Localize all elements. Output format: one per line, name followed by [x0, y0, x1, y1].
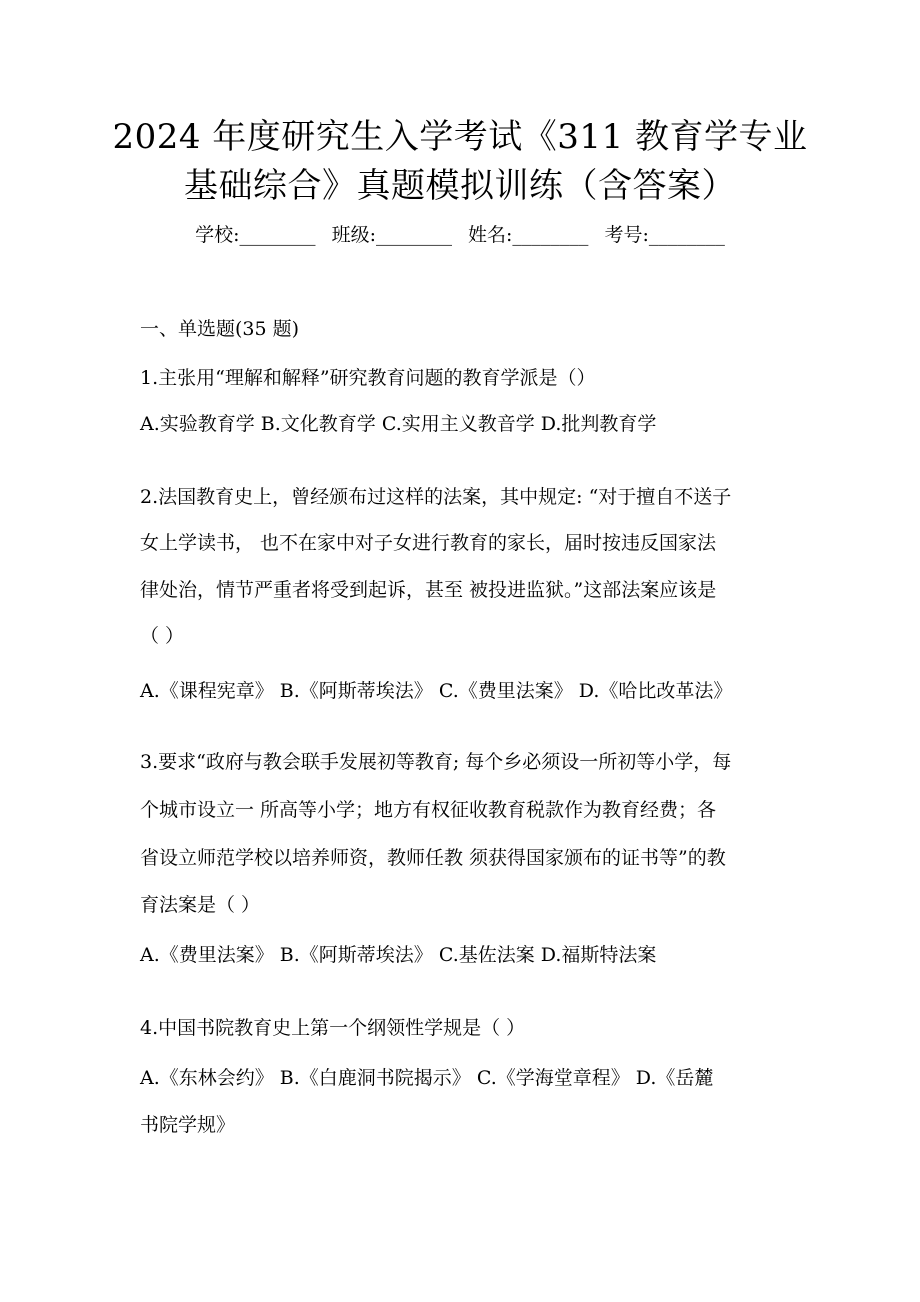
question-4-stem: 4.中国书院教育史上第一个纲领性学规是（ ）: [140, 1017, 526, 1039]
page-title-line-2: 基础综合》真题模拟训练（含答案）: [184, 166, 736, 206]
school-field: 学校:________: [195, 224, 316, 246]
question-2-options: A.《课程宪章》 B.《阿斯蒂埃法》 C.《费里法案》 D.《哈比改革法》: [140, 680, 733, 702]
question-2-stem-line-1: 2.法国教育史上，曾经颁布过这样的法案，其中规定: “对于擅自不送子: [140, 486, 732, 508]
question-4-options-line-1: A.《东林会约》 B.《白鹿洞书院揭示》 C.《学海堂章程》 D.《岳麓: [140, 1067, 714, 1089]
question-1-stem: 1.主张用“理解和解释”研究教育问题的教育学派是（）: [140, 367, 596, 389]
question-3-stem-line-2: 个城市设立一 所高等小学；地方有权征收教育税款作为教育经费；各: [140, 799, 717, 821]
section-heading: 一、单选题(35 题): [140, 318, 300, 340]
question-3-stem-line-3: 省设立师范学校以培养师资，教师任教 须获得国家颁布的证书等”的教: [140, 847, 726, 869]
question-4-options-line-2: 书院学规》: [140, 1114, 236, 1136]
question-3-options: A.《费里法案》 B.《阿斯蒂埃法》 C.基佐法案 D.福斯特法案: [140, 944, 657, 966]
class-field: 班级:________: [331, 224, 452, 246]
name-field: 姓名:________: [468, 224, 589, 246]
exam-number-field: 考号:________: [604, 224, 725, 246]
page-title-line-1: 2024 年度研究生入学考试《311 教育学专业: [112, 117, 808, 157]
question-3-stem-line-4: 育法案是（ ）: [140, 894, 261, 916]
question-2-stem-line-3: 律处治，情节严重者将受到起诉，甚至 被投进监狱。”这部法案应该是: [140, 579, 717, 601]
question-2-stem-line-4: （ ）: [140, 625, 185, 647]
question-2-stem-line-2: 女上学读书， 也不在家中对子女进行教育的家长，届时按违反国家法: [140, 532, 717, 554]
question-3-stem-line-1: 3.要求“政府与教会联手发展初等教育; 每个乡必须设一所初等小学，每: [140, 751, 732, 773]
student-info-row: [0, 222, 920, 248]
question-1-options: A.实验教育学 B.文化教育学 C.实用主义教音学 D.批判教育学: [140, 413, 657, 435]
